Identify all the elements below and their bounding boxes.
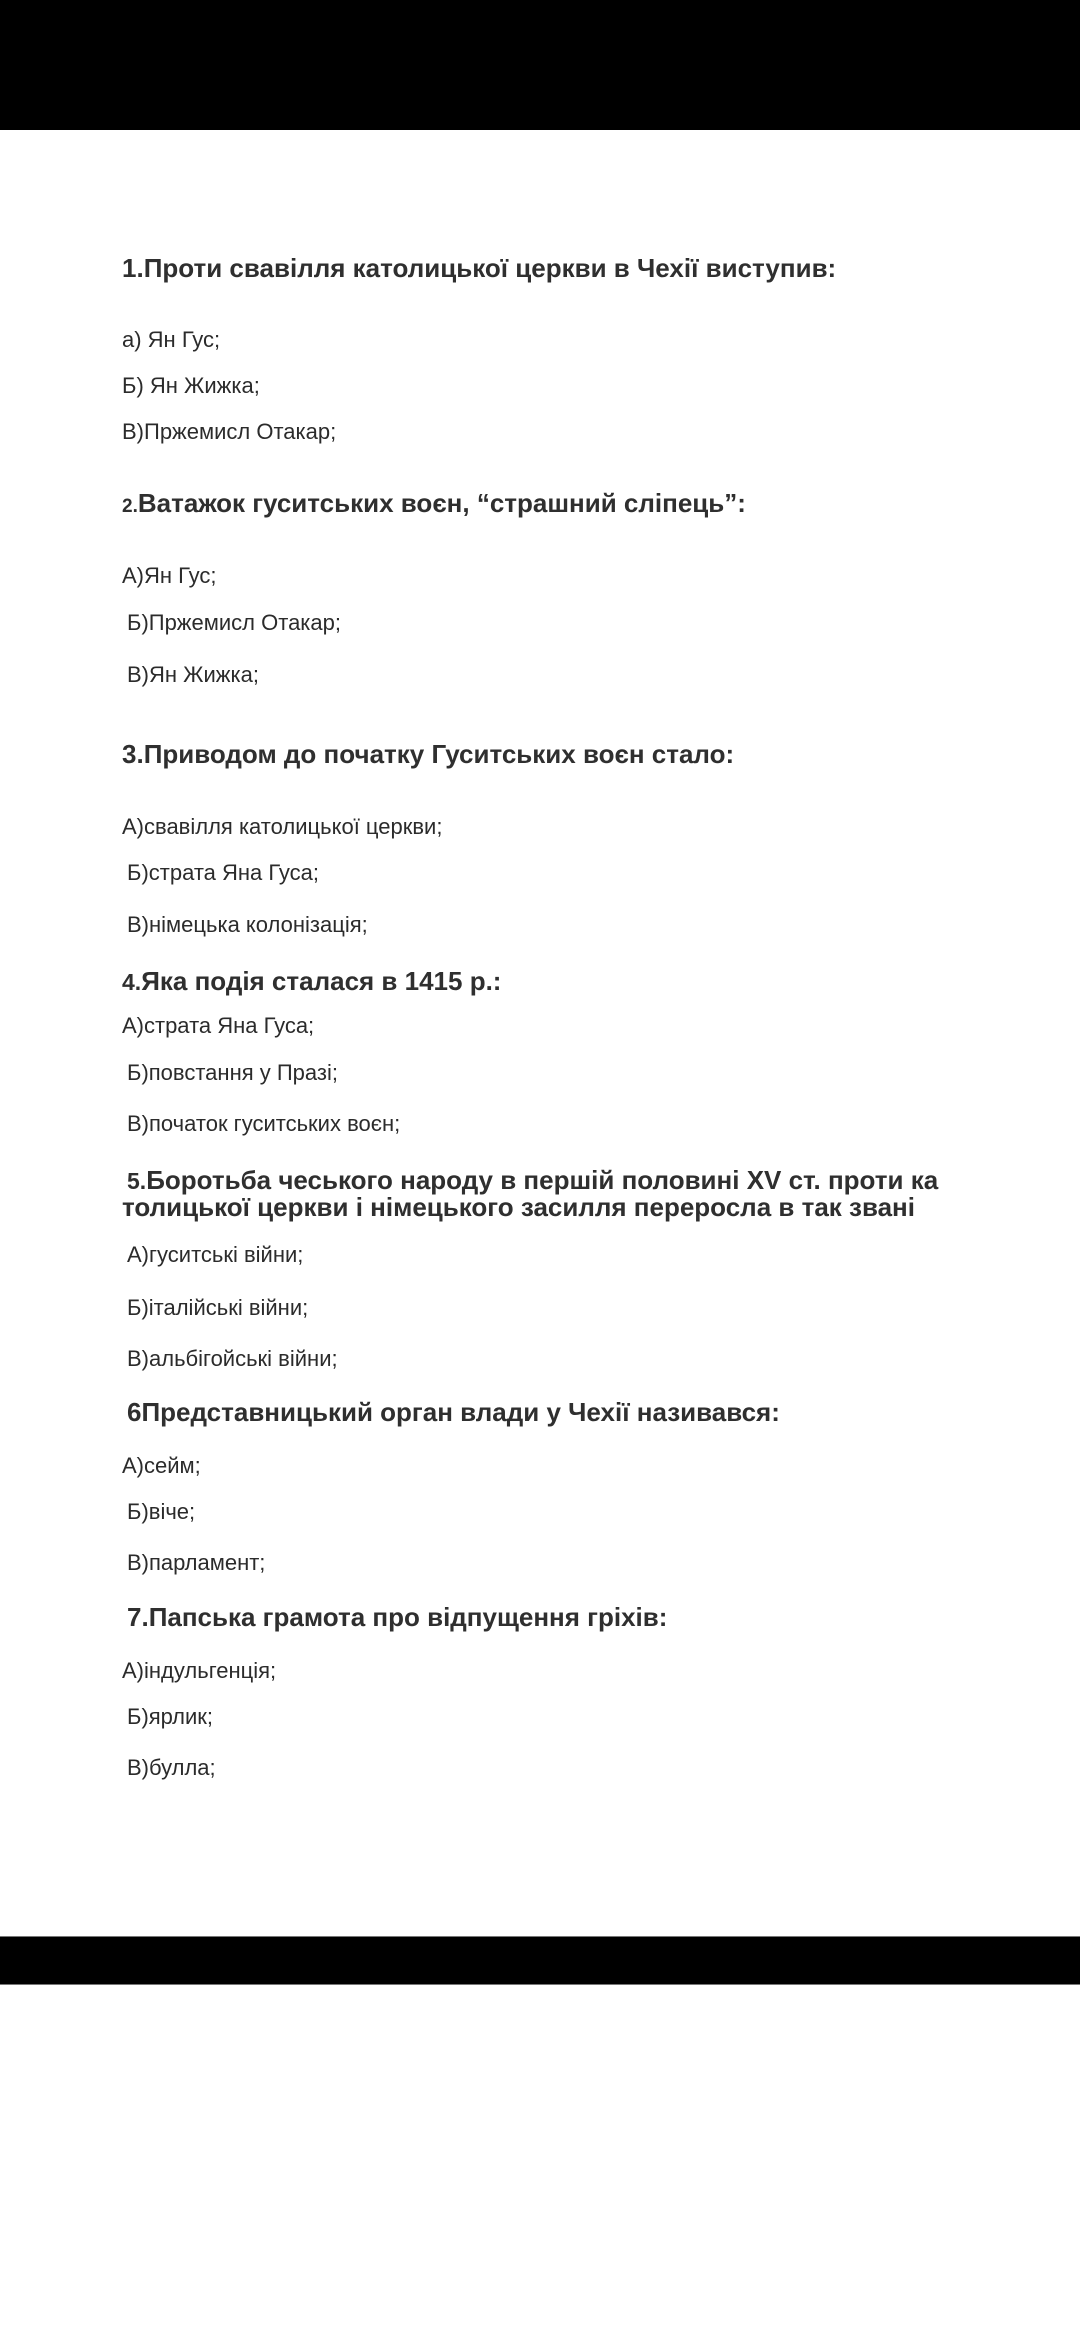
question-7-option-a[interactable]: А)індульгенція; [122,1658,277,1683]
question-number: 7. [127,1602,149,1632]
question-5-option-c[interactable]: В)альбігойські війни; [127,1346,338,1371]
question-text: Ватажок гуситських воєн, “страшний сліпець”: [137,488,746,518]
question-text: Приводом до початку Гуситських воєн стало: [143,739,735,769]
question-7-option-b[interactable]: Б)ярлик; [127,1704,214,1729]
question-4-option-b[interactable]: Б)повстання у Празі; [127,1060,338,1085]
question-4-heading [122,967,501,996]
bottom-black-bar [0,1936,1080,1985]
question-7-option-c[interactable]: В)булла; [127,1755,216,1780]
question-2-heading [122,489,746,521]
question-6-heading [127,1398,780,1426]
top-black-bar [0,0,1080,130]
question-1-option-c[interactable]: В)Пржемисл Отакар; [122,419,337,444]
question-text: Боротьба чеського народу в першій половині XV ст. проти ка [146,1165,939,1195]
question-2-option-b[interactable]: Б)Пржемисл Отакар; [127,610,341,635]
question-text: Папська грамота про відпущення гріхів: [148,1602,668,1632]
question-4-option-c[interactable]: В)початок гуситських воєн; [127,1111,401,1136]
question-2-option-c[interactable]: В)Ян Жижка; [127,662,259,687]
question-3-option-a[interactable]: А)свавілля католицької церкви; [122,814,443,839]
question-6-option-b[interactable]: Б)віче; [127,1499,196,1524]
question-text: Проти свавілля католицької церкви в Чехії виступив: [143,253,837,283]
question-3-heading [122,740,734,768]
question-text: Яка подія сталася в 1415 р.: [141,966,502,996]
question-1-heading [122,254,836,282]
question-2-option-a[interactable]: А)Ян Гус; [122,563,217,588]
question-5-heading-line-1 [127,1166,938,1195]
question-5-heading-line-2: толицької церкви і німецького засилля переросла в так звані [122,1192,915,1222]
question-number: 1. [122,253,144,283]
question-number: 5. [127,1168,147,1194]
question-6-option-c[interactable]: В)парламент; [127,1550,266,1575]
question-5-option-a[interactable]: А)гуситські війни; [127,1242,304,1267]
question-5-option-b[interactable]: Б)італійські війни; [127,1295,309,1320]
question-1-option-a[interactable]: а) Ян Гус; [122,327,221,352]
question-text: Представницький орган влади у Чехії називався: [141,1397,780,1427]
question-1-option-b[interactable]: Б) Ян Жижка; [122,373,260,398]
question-number: 2. [122,496,138,517]
question-4-option-a[interactable]: А)страта Яна Гуса; [122,1013,315,1038]
question-number: 6 [127,1397,142,1427]
question-7-heading [127,1603,667,1631]
question-6-option-a[interactable]: А)сейм; [122,1453,201,1478]
question-3-option-b[interactable]: Б)страта Яна Гуса; [127,860,319,885]
question-number: 3. [122,739,144,769]
question-3-option-c[interactable]: В)німецька колонізація; [127,912,368,937]
question-number: 4. [122,969,142,995]
